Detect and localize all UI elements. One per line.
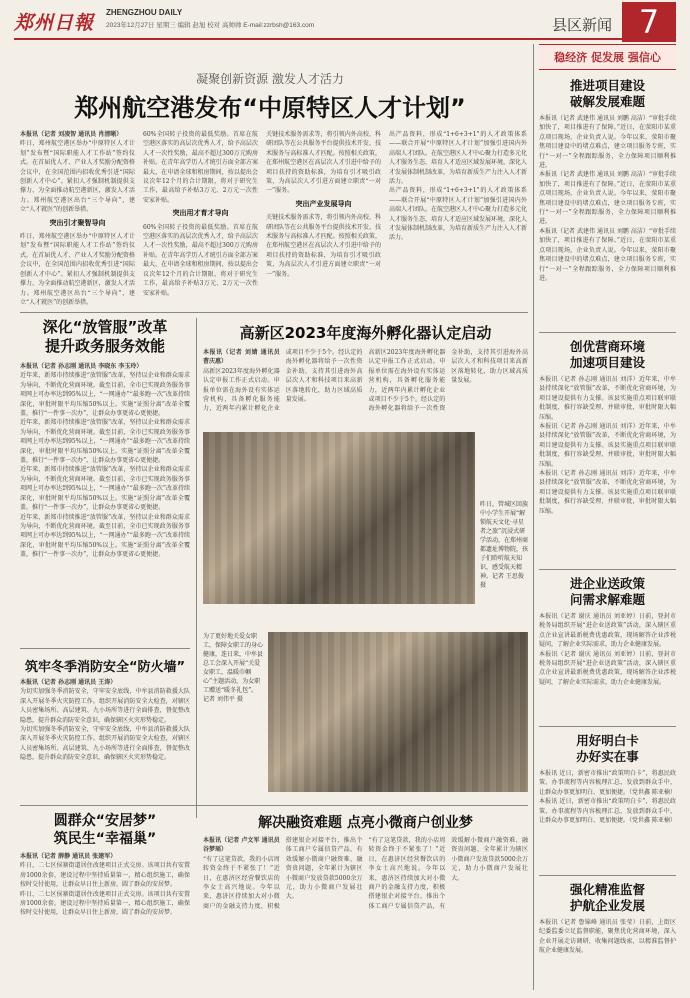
article6-text: “有了这笔贷款，我的小店周转资金终于不紧张了！”近日，在惠济区经营餐饮店的李女士高兴地说。今年以来，惠济区持续加大对小微商户的金融支持力度，积极搭建银企对接平台，推出个体工商户专属信贷产品，有效缓解小微商户融资难、融资贵问题，全年累计为辖区小微商户发放贷款5000余万元，助力小微商户发展壮大。 [203, 837, 363, 910]
article2-text-b: 近年来，新郑市持续推进“放管服”改革，坚持以企业和群众需求为导向，不断优化营商环境。截至目前，全市已实现政务服务事项网上可办率达到95%以上，“一网通办”“最多跑一次”改革持续深化，审批时限平均压缩50%以上。实施“证照分离”改革全覆盖，推行“一件事一次办”，让群众办事更省心更便捷。 [20, 419, 190, 465]
right-column [539, 44, 676, 988]
divider-low [20, 805, 528, 806]
lead-kicker: 凝聚创新资源 激发人才活力 [196, 72, 344, 86]
article4-text-b: 为切实加强冬季消防安全，守牢安全底线，中牟县消防救援大队深入开展冬季火灾防控工作。组织开展消防安全大检查，对辖区人员密集场所、高层建筑、九小场所等进行全面排查，督促整改隐患，提升群众消防安全意识，确保辖区火灾形势稳定。 [20, 726, 190, 762]
lead-col-2 [143, 130, 258, 305]
right-t5 [539, 918, 676, 988]
article5-byline: 本报讯（记者 薛静 通讯员 张建军） [20, 853, 117, 860]
lead-text-2: 60%全国转子投资的最低奖励。首席在航空港区落实的高层次优秀人才，给予高层次人才一次性奖励，最高不超过300万元购房补贴。在青年高学历人才统引方面全部方案最大，在申请全球和租房期间，按以提出会议次年12个月的合计期限，将对于研究生工作，最高给予补贴3万元、2万元一次性安家补贴。 [143, 131, 258, 204]
article6-text-b: “有了这笔贷款，我的小店周转资金终于不紧张了！”近日，在惠济区经营餐饮店的李女士高兴地说。今年以来，惠济区持续加大对小微商户的金融支持力度，积极搭建银企对接平台，推出个体工商户专属信贷产品，有效缓解小微商户融资难、融资贵问题，全年累计为辖区小微商户发放贷款5000余万元，助力小微商户发展壮大。 [368, 837, 528, 910]
col-divider-1 [196, 318, 197, 818]
article6-byline: 本报讯（记者 卢文军 通讯员 谷梦瑶） [203, 837, 280, 854]
article2-headline-l2: 提升政务服务效能 [44, 337, 165, 355]
right-t1-text: 本报讯（记者 武建伟 通讯员 刘鹏 高洁）“审批手续加快了，项目推进有了保障。”近日，在荥阳市某重点项目现场，企业负责人说。今年以来，荥阳市聚焦项目建设中的堵点难点，建立项目服务专班，实行“一对一”全程跟踪服务，全力保障项目顺利推进。 [539, 115, 676, 170]
article3-byline: 本报讯（记者 刘婧 通讯员 曹庆惠） [203, 349, 280, 366]
article3-text-b: 高新区2023年度海外孵化器认定申报工作正式启动。申报单位需在海外设有实体运营机构，具备孵化服务能力，近两年内累计孵化企业或项目不少于5个。经认定的海外孵化器将给予一次性资金补助，支持其引进海外高层次人才和科技项目来高新区落地转化，助力区域高质量发展。 [368, 349, 528, 413]
article2-text-d: 近年来，新郑市持续推进“放管服”改革，坚持以企业和群众需求为导向，不断优化营商环境。截至目前，全市已实现政务服务事项网上可办率达到95%以上，“一网通办”“最多跑一次”改革持续深化，审批时限平均压缩50%以上。实施“证照分离”改革全覆盖，推行“一件事一次办”，让群众办事更省心更便捷。 [20, 513, 190, 559]
article2-text-c: 近年来，新郑市持续推进“放管服”改革，坚持以企业和群众需求为导向，不断优化营商环境。截至目前，全市已实现政务服务事项网上可办率达到95%以上，“一网通办”“最多跑一次”改革持续深化，审批时限平均压缩50%以上。实施“证照分离”改革全覆盖，推行“一件事一次办”，让群众办事更省心更便捷。 [20, 466, 190, 512]
students-museum-photo [203, 432, 475, 604]
article5-headline-l2: 筑民生“幸福巢” [53, 831, 157, 847]
right-t4-text-b: 本报讯 近日，新密市推出“政策明白卡”，将惠民政策、办事流程等内容梳理汇总，发放到群众手中，让群众办事更加明白、更加便捷。（党世鑫 陈亚楠） [539, 798, 676, 825]
lead-text-4: 出产品资料，形成“1+6+3+1”的人才政策体系——联合开展“中原特区人才计划”加强引进国内外高端人才团队。在航空港区人才中心聚力打造多元化人才服务生态，培育人才适应区域发展环境，深化人才发展体制机制改革，为培育新质生产力注入人才新活力。 [389, 131, 527, 186]
lead-text-1: 昨日，郑州航空港区举办“中原特区人才计划”发布暨“国际职能人才工作站”签约仪式。在首届优人才、产业人才奖励分配资格会议中，在全国范围内招收优秀引进“国际创新人才中心”。紧扣人才强制机制提供支撑力，为全面推动航空港新区，激发人才活力。郑州航空港区出台“三个导向”，建立“人才就医”的创新举措。 [20, 140, 135, 214]
article3-text: 高新区2023年度海外孵化器认定申报工作正式启动。申报单位需在海外设有实体运营机构，具备孵化服务能力，近两年内累计孵化企业或项目不少于5个。经认定的海外孵化器将给予一次性资金补助，支持其引进海外高层次人才和科技项目来高新区落地转化，助力区域高质量发展。 [203, 349, 363, 413]
article3-headline: 高新区2023年度海外孵化器认定启动 [239, 324, 492, 342]
lead-col-3 [266, 130, 381, 305]
lead-text-3: 关键技术服务需求等，将引领内外高校、科研团队等在公共服务平台提供技术开发、技术服务与高标准人才匹配。按照相关政策，在郑州航空港区在高层次人才引进中给予的项目扶持的资助标准，为培育引才吸引政策，为高层次人才引进方面建立职责“一对一”服务。 [266, 131, 381, 195]
article4-headline: 筑牢冬季消防安全“防火墙” [24, 660, 186, 675]
right-t2-text-c: 本报讯（记者 孙志刚 通讯员 刘洋）近年来，中牟县持续深化“放管服”改革，不断优化营商环境，为项目建设提供有力支撑。该县实施重点项目联审联批制度，推行容缺受理、并联审批，审批时限大幅压缩。 [539, 470, 676, 515]
article6-body [203, 836, 528, 990]
section-title: 县区新闻 [551, 16, 612, 34]
right-h4-l1: 用好明白卡 [576, 733, 639, 748]
article5-headline-l1: 圆群众“安居梦” [53, 813, 157, 829]
women-workers-photo [268, 632, 528, 792]
photo2-caption: 为了更好地关爱女职工，保障女职工的身心健康，连日来，中牟县总工会深入开展“关爱女职工，温暖巾帼心”主题活动，为女职工赠送“暖冬礼包”。记者 刘伟平 摄 [203, 633, 263, 703]
right-h3-l2: 问需求解难题 [569, 592, 645, 607]
right-h2-l1: 创优营商环境 [569, 339, 645, 354]
right-h4-l2: 办好实在事 [576, 749, 639, 764]
masthead [14, 3, 676, 41]
right-t4-text: 本报讯 近日，新密市推出“政策明白卡”，将惠民政策、办事流程等内容梳理汇总，发放到群众手中，让群众办事更加明白、更加便捷。（党世鑫 陈亚楠） [539, 770, 676, 796]
article5-headline [20, 812, 190, 848]
divider-mid [20, 648, 190, 649]
article5-body [20, 852, 190, 990]
lead-divider [20, 312, 528, 313]
article2-headline-l1: 深化“放管服”改革 [42, 318, 168, 336]
right-t3-text-b: 本报讯（记者 谢庆 通讯员 刘亚婷）日前，登封市税务局组织开展“进企业送政策”活动，深入辖区重点企业宣讲最新税费优惠政策，现场解答企业涉税疑问，了解企业实际需求，助力企业健康发展。 [539, 650, 676, 686]
right-t3-text: 本报讯（记者 谢庆 通讯员 刘亚婷）日前，登封市税务局组织开展“进企业送政策”活动，深入辖区重点企业宣讲最新税费优惠政策，现场解答企业涉税疑问，了解企业实际需求，助力企业健康发展。 [539, 613, 676, 649]
article5-text: 昨日，二七区侯寨街道居住改建项目正式交房。该项目共有安置房1000余套，建设过程中坚持质量第一，精心组织施工，确保按时交付使用，让群众早日住上新房，圆了群众的安居梦。 [20, 862, 190, 889]
right-t2-text: 本报讯（记者 孙志刚 通讯员 刘洋）近年来，中牟县持续深化“放管服”改革，不断优化营商环境，为项目建设提供有力支撑。该县实施重点项目联审联批制度，推行容缺受理、并联审批，审批时限大幅压缩。 [539, 376, 676, 421]
lead-sub-2: 突出用才育才导向 [172, 209, 229, 218]
lead-sub-3: 突出产业发展导向 [295, 199, 352, 208]
article2-headline [20, 318, 190, 356]
lead-col-4 [389, 130, 527, 305]
right-h3 [539, 569, 676, 608]
right-h1-l2: 破解发展难题 [569, 94, 645, 109]
right-h2 [539, 332, 676, 371]
lead-text-4b: 出产品资料，形成“1+6+3+1”的人才政策体系——联合开展“中原特区人才计划”加强引进国内外高端人才团队。在航空港区人才中心聚力打造多元化人才服务生态，培育人才适应区域发展环境，深化人才发展体制机制改革，为培育新质生产力注入人才新活力。 [389, 187, 527, 242]
lead-col-1 [20, 130, 135, 305]
article2-text: 近年来，新郑市持续推进“放管服”改革，坚持以企业和群众需求为导向，不断优化营商环境。截至目前，全市已实现政务服务事项网上可办率达到95%以上，“一网通办”“最多跑一次”改革持续深化，审批时限平均压缩50%以上。实施“证照分离”改革全覆盖，推行“一件事一次办”，让群众办事更省心更便捷。 [20, 372, 190, 418]
article3-body [203, 348, 528, 428]
lead-headline: 郑州航空港发布“中原特区人才计划” [74, 94, 466, 122]
date-line: 2023年12月27日 星期三 编辑 赵旭 校对 高帅帅 E-mail:zzrbsh@163.com [106, 22, 315, 29]
right-h1-l1: 推进项目建设 [569, 78, 645, 93]
right-t2-text-b: 本报讯（记者 孙志刚 通讯员 刘洋）近年来，中牟县持续深化“放管服”改革，不断优化营商环境，为项目建设提供有力支撑。该县实施重点项目联审联批制度，推行容缺受理、并联审批，审批时限大幅压缩。 [539, 423, 676, 468]
right-t1-text-b: 本报讯（记者 武建伟 通讯员 刘鹏 高洁）“审批手续加快了，项目推进有了保障。”近日，在荥阳市某重点项目现场，企业负责人说。今年以来，荥阳市聚焦项目建设中的堵点难点，建立项目服务专班，实行“一对一”全程跟踪服务，全力保障项目顺利推进。 [539, 171, 676, 226]
lead-text-1b: 昨日，郑州航空港区举办“中原特区人才计划”发布暨“国际职能人才工作站”签约仪式。在首届优人才、产业人才奖励分配资格会议中，在全国范围内招收优秀引进“国际创新人才中心”。紧扣人才强制机制提供支撑力，为全面推动航空港新区，激发人才活力。郑州航空港区出台“三个导向”，建立“人才就医”的创新举措。 [20, 233, 135, 305]
lead-text-3b: 关键技术服务需求等，将引领内外高校、科研团队等在公共服务平台提供技术开发、技术服务与高标准人才匹配。按照相关政策，在郑州航空港区在高层次人才引进中给予的项目扶持的资助标准，为培育引才吸引政策，为高层次人才引进方面建立职责“一对一”服务。 [266, 214, 381, 278]
lead-sub-1: 突出引才聚智导向 [49, 218, 106, 227]
right-t4 [539, 769, 676, 869]
right-h5-l1: 强化精准监督 [569, 882, 645, 897]
article6-headline: 解决融资难题 点亮小微商户创业梦 [258, 815, 473, 831]
newspaper-logo: 郑州日報 [14, 12, 95, 34]
english-title: ZHENGZHOU DAILY [106, 8, 183, 17]
right-t1-text-c: 本报讯（记者 武建伟 通讯员 刘鹏 高洁）“审批手续加快了，项目推进有了保障。”近日，在荥阳市某重点项目现场，企业负责人说。今年以来，荥阳市聚焦项目建设中的堵点难点，建立项目服务专班，实行“一对一”全程跟踪服务，全力保障项目顺利推进。 [539, 227, 676, 282]
right-t1 [539, 114, 676, 324]
right-t2 [539, 375, 676, 563]
right-banner: 稳经济 促发展 强信心 [539, 44, 676, 70]
right-h5 [539, 875, 676, 914]
right-col-divider [533, 44, 534, 990]
right-h2-l2: 加速项目建设 [569, 355, 645, 370]
article2-byline: 本报讯（记者 孙志刚 通讯员 李晓东 李玉玲） [20, 363, 143, 370]
right-t5-text: 本报讯（记者 鲁锦峰 通讯员 张莹）日前，上街区纪委监委立足监督职能，聚焦优化营商环境，深入企业开展走访调研，收集问题线索，以精准监督护航企业健康发展。 [539, 919, 676, 955]
article4-text: 为切实加强冬季消防安全，守牢安全底线，中牟县消防救援大队深入开展冬季火灾防控工作。组织开展消防安全大检查，对辖区人员密集场所、高层建筑、九小场所等进行全面排查，督促整改隐患，提升群众消防安全意识，确保辖区火灾形势稳定。 [20, 688, 190, 724]
right-h5-l2: 护航企业发展 [569, 898, 645, 913]
article4-byline: 本报讯（记者 孙志刚 通讯员 王涛） [20, 679, 117, 686]
photo1-caption: 昨日，管城区回族中小学生开展“解锁航天文化·寻星者之旅”沉浸式研学活动，在郑州商都遗址博物院，孩子们聆听航天知识，感受航天精神。记者 王思俊 摄 [480, 501, 528, 589]
lead-byline: 本报讯（记者 刘凌智 通讯员 肖清晰） [20, 131, 123, 138]
article2-body [20, 362, 190, 644]
article4-body [20, 678, 190, 800]
article5-text-b: 昨日，二七区侯寨街道居住改建项目正式交房。该项目共有安置房1000余套，建设过程中坚持质量第一，精心组织施工，确保按时交付使用，让群众早日住上新房，圆了群众的安居梦。 [20, 890, 190, 917]
lead-text-2b: 60%全国转子投资的最低奖励。首席在航空港区落实的高层次优秀人才，给予高层次人才一次性奖励，最高不超过300万元购房补贴。在青年高学历人才统引方面全部方案最大，在申请全球和租房期间，按以提出会议次年12个月的合计期限，将对于研究生工作，最高给予补贴3万元、2万元一次性安家补贴。 [143, 223, 258, 297]
right-h4 [539, 726, 676, 765]
right-t3 [539, 612, 676, 720]
right-h1 [539, 78, 676, 110]
page-number: 7 [622, 2, 676, 42]
right-h3-l1: 进企业送政策 [569, 576, 645, 591]
